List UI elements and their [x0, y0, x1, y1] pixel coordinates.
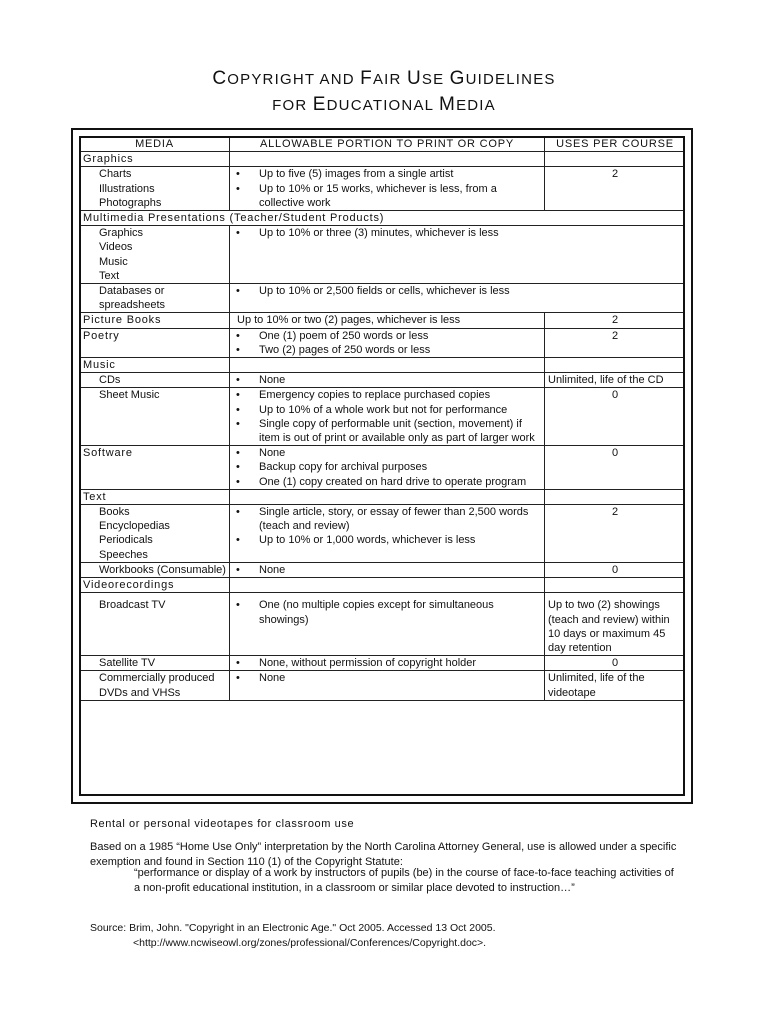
table-row: Books Encyclopedias Periodicals Speeches • Single article, story, or essay of fewer than 2,500 words (teach and review) • Up to 10% or 1,000 words, whichever is less 2 — [80, 505, 686, 563]
statute-quote: “performance or display of a work by instructors of pupils (be) in the course of face-to-face teaching activities of a non-profit educational institution, in a classroom or similar place devoted to instruction…” — [134, 867, 674, 894]
section-row-multimedia: Multimedia Presentations (Teacher/Student Products) — [80, 211, 686, 226]
table-row: Graphics Videos Music Text • Up to 10% or three (3) minutes, whichever is less — [80, 226, 686, 284]
section-row-software: Software • None • Backup copy for archival purposes • One (1) copy created on hard drive to operate program 0 — [80, 446, 686, 490]
section-row-picture-books: Picture Books Up to 10% or two (2) pages, whichever is less 2 — [80, 313, 686, 328]
section-row-videorecordings: Videorecordings — [80, 578, 686, 593]
table-row: Satellite TV • None, without permission of copyright holder 0 — [80, 656, 686, 671]
guidelines-table — [79, 136, 685, 701]
header-portion: ALLOWABLE PORTION TO PRINT OR COPY — [230, 137, 545, 152]
exemption-paragraph: Based on a 1985 “Home Use Only” interpretation by the North Carolina Attorney General, use is allowed under a specific exemption and found in Section 110 (1) of the Copyright Statute: — [90, 841, 677, 868]
table-row: Workbooks (Consumable) • None 0 — [80, 562, 686, 577]
source-text: Source: Brim, John. "Copyright in an Electronic Age." Oct 2005. Accessed 13 Oct 2005. — [90, 922, 496, 934]
page-subtitle: FOR EDUCATIONAL MEDIA — [272, 94, 496, 115]
section-row-music: Music — [80, 358, 686, 373]
table-row: CDs • None Unlimited, life of the CD — [80, 373, 686, 388]
rental-heading: Rental or personal videotapes for classroom use — [90, 818, 355, 830]
table-row: Databases or spreadsheets • Up to 10% or 2,500 fields or cells, whichever is less — [80, 284, 686, 313]
section-row-poetry: Poetry • One (1) poem of 250 words or less • Two (2) pages of 250 words or less 2 — [80, 328, 686, 357]
page-title: COPYRIGHT AND FAIR USE GUIDELINES — [212, 68, 556, 89]
table-row: Charts Illustrations Photographs • Up to five (5) images from a single artist • Up to 10% or 15 works, whichever is less, from a collective work 2 — [80, 167, 686, 211]
table-row: Sheet Music • Emergency copies to replace purchased copies • Up to 10% of a whole work but not for performance • Single copy of performable unit (section, movement) if item is out of print or available only as part of larger work 0 — [80, 388, 686, 446]
table-row: Broadcast TV • One (no multiple copies except for simultaneous showings) Up to two (2) showings (teach and review) within 10 days or maximum 45 day retention — [80, 593, 686, 656]
header-media: MEDIA — [80, 137, 230, 152]
section-row-text: Text — [80, 489, 686, 504]
source-url[interactable]: <http://www.ncwiseowl.org/zones/professional/Conferences/Copyright.doc>. — [133, 937, 487, 949]
table-row: Commercially produced DVDs and VHSs • None Unlimited, life of the videotape — [80, 671, 686, 700]
section-row-graphics: Graphics — [80, 152, 686, 167]
table-header-row — [80, 137, 686, 152]
source-citation — [90, 921, 690, 951]
guidelines-table-container — [79, 136, 685, 796]
header-uses: USES PER COURSE — [545, 137, 686, 152]
